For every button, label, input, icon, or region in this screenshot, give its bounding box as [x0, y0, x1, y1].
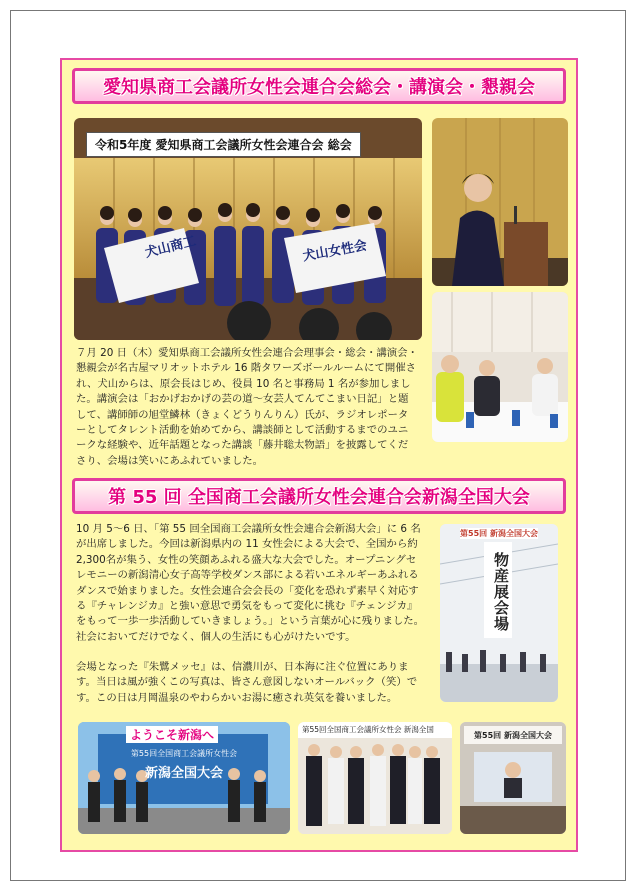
welcome-board-photo — [78, 722, 290, 834]
booth-header: 第55回 新潟全国大会 — [460, 529, 538, 538]
photo-caption: 令和5年度 愛知県商工会議所女性会連合会 総会 — [95, 138, 352, 152]
stage-photo — [460, 722, 566, 834]
photo3-banner: 第55回 新潟全国大会 — [474, 731, 552, 740]
section2-body-p1: 10 月 5〜6 日、「第 55 回全国商工会議所女性会連合会新潟大会」に 6 名が出席しました。今回は新潟県内の 11 女性会による大会で、全国から約2,300名が集う、女性の笑顔あふれる盛大な大会でした。オープニングセレモニーの新潟清心女子高等学校ダンス部による若いエネルギーあふれるダンスで始まりました。女性会連合会会長の「変化を恐れず素早く対応する『チャレンジカ』と強い意思で勇気をもって変化に挑む『チェンジカ』をもって一歩一歩活動していきましょう。」という言葉が心に残りました。社会においてだけでなく、個人の生活にも心がけたいです。 — [76, 523, 425, 643]
section2-body-p2: 会場となった『朱鷺メッセ』は、信濃川が、日本海に注ぐ位置にあります。当日は風が強くこの写真は、皆さん意図しないオールバック（笑）です。この日は月岡温泉のやわらかいお湯に癒され英気を養いました。 — [76, 661, 418, 704]
group-photo-niigata-illustration — [298, 722, 452, 834]
section2-title: 第 55 回 全国商工会議所女性会連合会新潟全国大会 — [108, 487, 530, 508]
banner-text-left: 犬山商工 — [143, 233, 198, 262]
photo-caption-box — [86, 132, 361, 157]
lecturer-photo — [432, 118, 568, 286]
board-line2: 新潟全国大会 — [144, 766, 223, 781]
section1-title: 愛知県商工会議所女性会連合会総会・講演会・懇親会 — [103, 77, 535, 98]
section2-title-banner — [72, 478, 566, 514]
party-photo — [432, 292, 568, 442]
section1-title-banner — [72, 68, 566, 104]
group-photo-general-meeting — [74, 118, 422, 340]
exhibition-hall-photo — [440, 524, 558, 702]
welcome-text: ようこそ新潟へ — [126, 726, 218, 743]
lecturer-illustration — [432, 118, 568, 286]
section1-body: ７月 20 日（木）愛知県商工会議所女性会連合会理事会・総会・講演会・懇親会が名古屋マリオットホテル 16 階タワーズボールルームにて開催され、犬山からは、原会長はじめ、役員 10 名と事務局 1 名が参加しました。講演会は「おかげおかげの芸の道〜女芸人てんてこまい日記」と題して、講師師の旭堂鱗林（きょくどうりんりん）氏が、ラジオレポーターとしてタレント活動を始めてから、講談師として活動するまでのユニークな経験や、近年話題となった講談「藤井聡太物語」を披露してくださり、会場は笑いにあふれていました。 — [76, 347, 418, 467]
banner-text-right: 犬山女性会 — [301, 238, 369, 265]
photo2-banner: 第55回全国商工会議所女性会 新潟全国 — [302, 725, 434, 734]
board-line1: 第55回全国商工会議所女性会 — [130, 749, 238, 758]
booth-sign: 物産展会場 — [484, 542, 512, 638]
newsletter-panel — [60, 58, 578, 852]
group-photo-niigata — [298, 722, 452, 834]
party-illustration — [432, 292, 568, 442]
